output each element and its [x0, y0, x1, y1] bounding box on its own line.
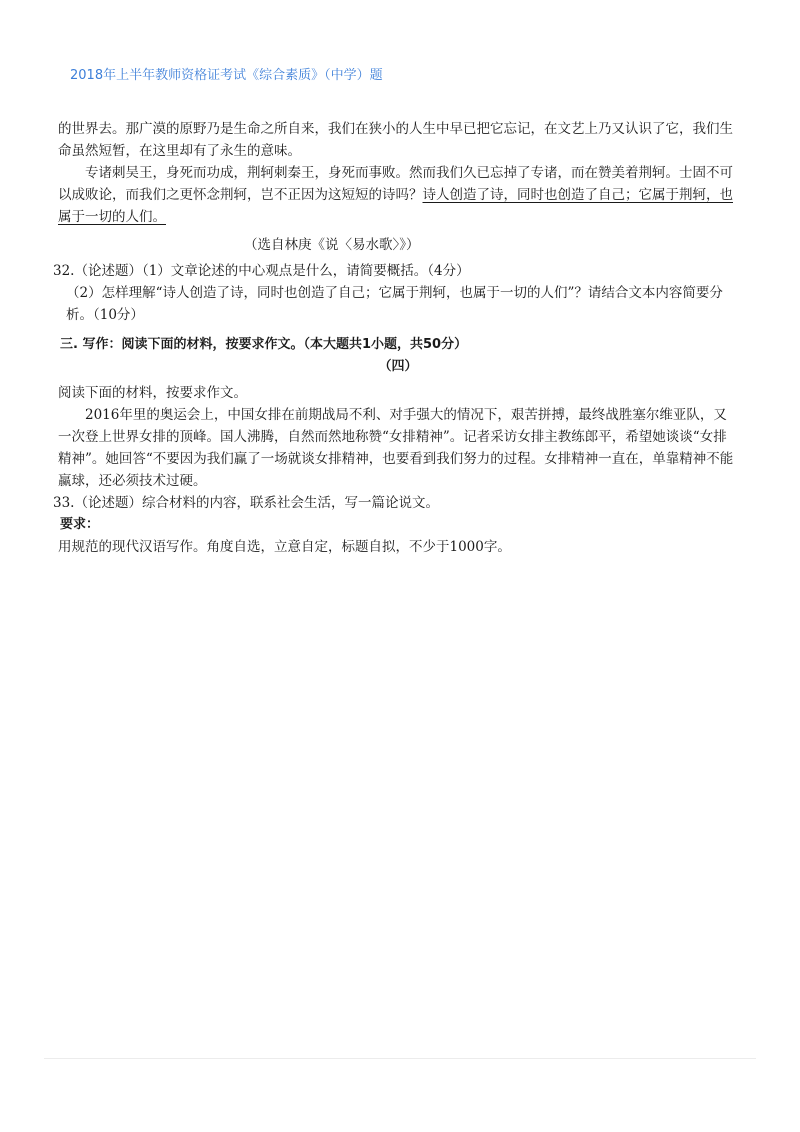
requirements-title: 要求：: [60, 517, 100, 532]
passage-paragraph-2: [58, 162, 738, 228]
passage-paragraph-1: 的世界去。那广漠的原野乃是生命之所自来，我们在狭小的人生中早已把它忘记，在文艺上乃又认识了它，我们生命虽然短暂，在这里却有了永生的意味。: [58, 121, 733, 159]
passage-source: （选自林庚《说〈易水歌〉》）: [244, 237, 420, 253]
section-3-title: 三. 写作：阅读下面的材料，按要求作文。（本大题共1小题，共50分）: [60, 337, 468, 352]
page-header-title: 2018年上半年教师资格证考试《综合素质》（中学）题: [70, 68, 383, 83]
passage-underlined-sentence: 诗人创造了诗，同时也创造了自己；它属于荆轲，也属于一切的人们。: [58, 187, 733, 225]
document-content: [53, 118, 738, 558]
section-3-part-label: （四）: [378, 359, 418, 374]
question-32-part-2: （2）怎样理解“诗人创造了诗，同时也创造了自己；它属于荆轲，也属于一切的人们”？请结合文本内容简要分析。（10分）: [66, 285, 723, 323]
question-33: 33.（论述题）综合材料的内容，联系社会生活，写一篇论说文。: [53, 495, 439, 511]
writing-intro: 阅读下面的材料，按要求作文。: [58, 385, 247, 401]
writing-material: 2016年里的奥运会上，中国女排在前期战局不利、对手强大的情况下，艰苦拼搏，最终战胜塞尔维亚队，又一次登上世界女排的顶峰。国人沸腾，自然而然地称赞“女排精神”。记者采访女排主教练郎平，希望她谈谈“女排精神”。她回答“不要因为我们赢了一场就谈女排精神，也要看到我们努力的过程。女排精神一直在，单靠精神不能赢球，还必须技术过硬。: [58, 407, 734, 489]
requirements-text: 用规范的现代汉语写作。角度自选，立意自定，标题自拟，不少于1000字。: [58, 539, 511, 555]
passage-paragraph-2-text: 专诸刺吴王，身死而功成，荆轲刺秦王，身死而事败。然而我们久已忘掉了专诸，而在赞美着荆轲。士固不可以成败论，而我们之更怀念荆轲，岂不正因为这短短的诗吗？: [58, 165, 733, 203]
footer-divider: [44, 1058, 756, 1059]
question-32-part-1: 32.（论述题）（1）文章论述的中心观点是什么，请简要概括。（4分）: [53, 263, 470, 279]
